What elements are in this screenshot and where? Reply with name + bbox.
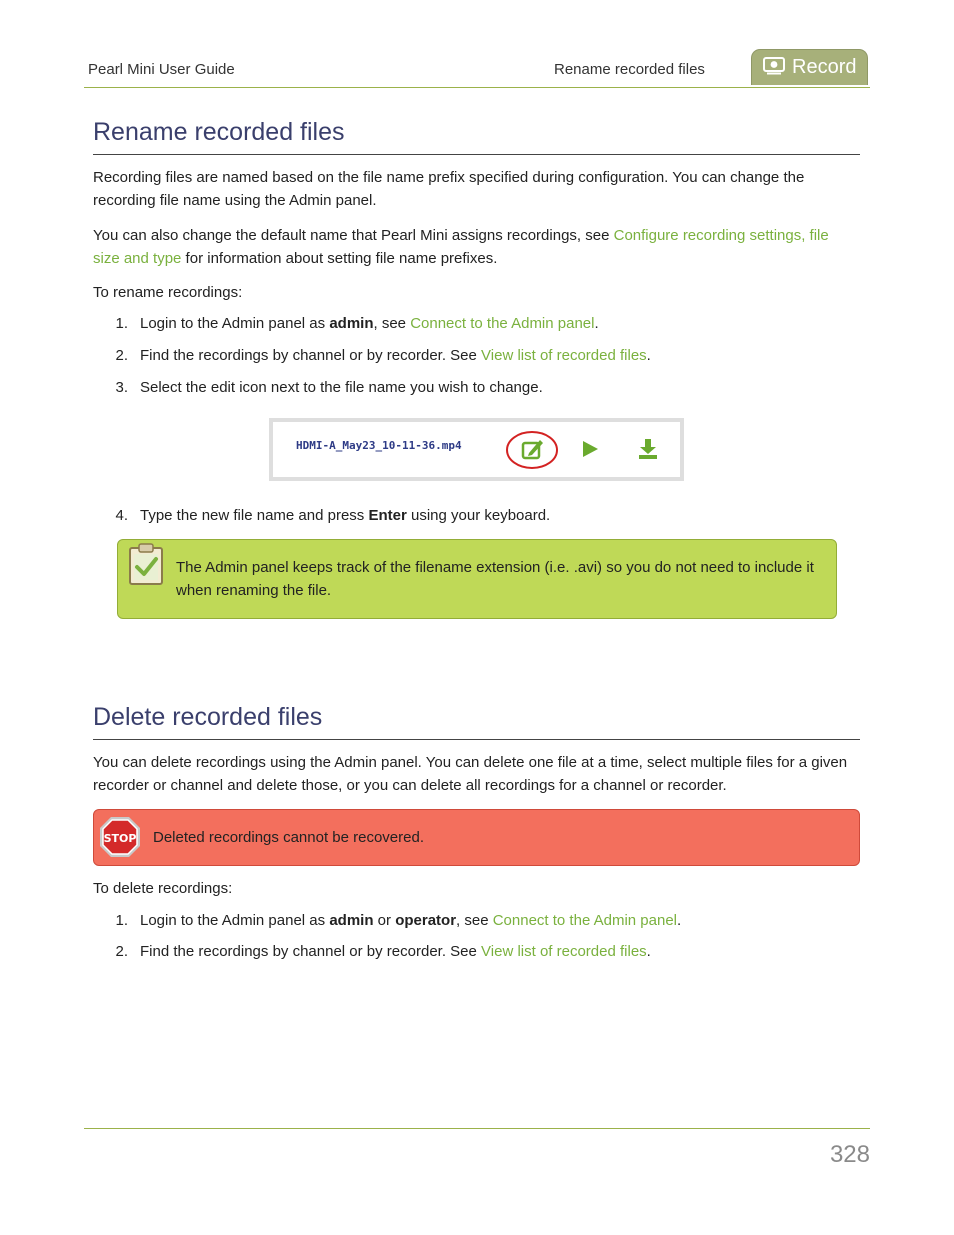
rename-step-3-number: 3. xyxy=(115,379,128,396)
note-box xyxy=(117,539,837,619)
rename-step-2-number: 2. xyxy=(115,347,128,364)
rename-step-4 xyxy=(140,504,550,527)
step-bold: Enter xyxy=(368,507,407,524)
record-camera-icon xyxy=(763,57,785,75)
file-row-screenshot xyxy=(269,418,684,481)
header-divider xyxy=(84,87,870,88)
step-text: , see xyxy=(456,912,493,929)
rename-para2 xyxy=(93,224,858,270)
step-text: Find the recordings by channel or by recorder. See xyxy=(140,943,482,960)
step-text: Type the new file name and press xyxy=(140,507,369,524)
footer-divider xyxy=(84,1128,870,1129)
download-icon xyxy=(638,438,658,460)
rename-heading: Rename recorded files xyxy=(93,118,345,146)
delete-step-1-number: 1. xyxy=(115,912,128,929)
rename-step-2 xyxy=(140,344,651,367)
edit-icon xyxy=(504,428,560,472)
stop-sign-text: STOP xyxy=(103,832,137,845)
stop-sign-icon xyxy=(98,815,142,859)
step-text: Login to the Admin panel as xyxy=(140,912,330,929)
connect-admin-panel-link[interactable]: Connect to the Admin panel xyxy=(492,912,678,929)
rename-para2-text-after: for information about setting file name prefixes. xyxy=(181,250,498,267)
screenshot-file-name: HDMI-A_May23_10-11-36.mp4 xyxy=(296,439,462,452)
rename-step-4-number: 4. xyxy=(115,507,128,524)
guide-title: Pearl Mini User Guide xyxy=(88,61,235,78)
delete-step-2-number: 2. xyxy=(115,943,128,960)
delete-lead: To delete recordings: xyxy=(93,880,233,897)
page-number: 328 xyxy=(829,1141,870,1168)
delete-step-2 xyxy=(140,940,651,963)
delete-step-1 xyxy=(140,909,681,932)
rename-step-3: Select the edit icon next to the file name you wish to change. xyxy=(140,379,543,396)
rename-lead: To rename recordings: xyxy=(93,284,243,301)
note-text: The Admin panel keeps track of the filename extension (i.e. .avi) so you do not need to include it when renaming the file. xyxy=(176,559,814,599)
step-text: Login to the Admin panel as xyxy=(140,315,330,332)
connect-admin-panel-link[interactable]: Connect to the Admin panel xyxy=(410,315,595,332)
record-tab[interactable] xyxy=(751,49,868,85)
step-text: . xyxy=(646,943,651,960)
step-text: . xyxy=(677,912,682,929)
play-icon xyxy=(580,439,600,459)
step-text: or xyxy=(373,912,396,929)
rename-para2-text-before: You can also change the default name that Pearl Mini assigns recordings, see xyxy=(93,227,614,244)
step-text: using your keyboard. xyxy=(406,507,551,524)
delete-intro: You can delete recordings using the Admin panel. You can delete one file at a time, select multiple files for a given recorder or channel and delete those, or you can delete all recordings for a channel or recorder. xyxy=(93,754,848,794)
view-recorded-files-link[interactable]: View list of recorded files xyxy=(481,943,647,960)
step-bold: operator xyxy=(395,912,457,929)
warning-text: Deleted recordings cannot be recovered. xyxy=(153,829,424,846)
configure-recording-settings-link[interactable]: Configure recording settings, file size and type xyxy=(93,227,829,267)
step-text: Find the recordings by channel or by recorder. See xyxy=(140,347,482,364)
rename-intro: Recording files are named based on the file name prefix specified during configuration. You can change the recording file name using the Admin panel. xyxy=(93,169,805,209)
record-tab-label: Record xyxy=(792,56,857,78)
warning-box xyxy=(93,809,860,866)
step-text: . xyxy=(646,347,651,364)
rename-heading-rule xyxy=(93,154,860,155)
clipboard-check-icon xyxy=(128,542,164,586)
rename-step-1 xyxy=(140,312,599,335)
delete-heading-rule xyxy=(93,739,860,740)
step-bold: admin xyxy=(329,912,374,929)
step-text: . xyxy=(594,315,599,332)
step-bold: admin xyxy=(329,315,374,332)
rename-step-1-number: 1. xyxy=(115,315,128,332)
step-text: , see xyxy=(373,315,411,332)
delete-heading: Delete recorded files xyxy=(93,703,323,731)
header-section-title: Rename recorded files xyxy=(554,61,705,78)
view-recorded-files-link[interactable]: View list of recorded files xyxy=(481,347,647,364)
